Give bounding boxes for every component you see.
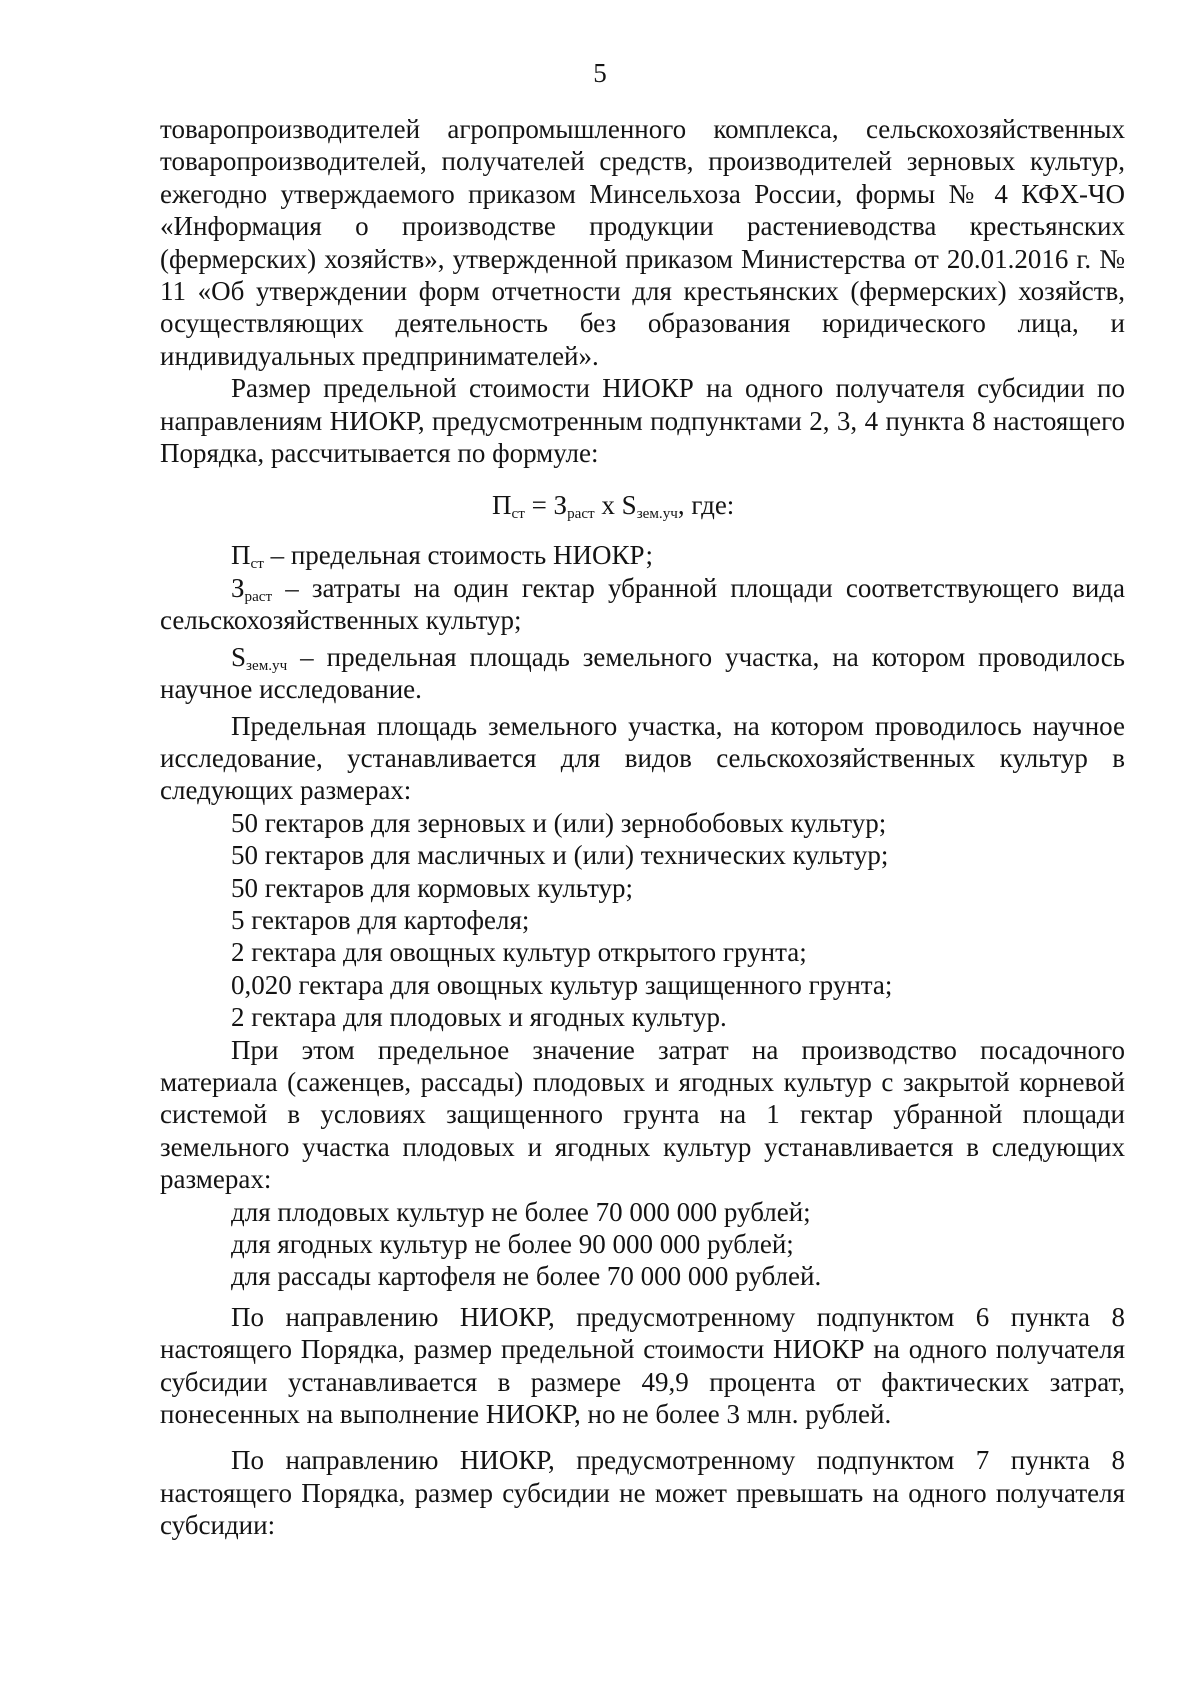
list-item: 50 гектаров для кормовых культур; — [231, 872, 634, 903]
cost-formula: $П_{ст} = З_{раст}$ х $S_{зем.уч}$, где: — [492, 490, 735, 523]
list-item: 0,020 гектара для овощных культур защищенного грунта; — [231, 969, 893, 1000]
formula-cost-per-hectare: $З_{раст}$ — [553, 490, 595, 523]
paragraph-planting-material-intro: При этом предельное значение затрат на производство посадочного материала (саженцев, рассады) плодовых и ягодных культур с закрытой корневой системой в условиях защищенного грунта на 1 гектар убранной площади земельного участка плодовых и ягодных культур устанавливается в следующих размерах: — [160, 1034, 1125, 1195]
list-item: 2 гектара для плодовых и ягодных культур. — [231, 1002, 727, 1033]
paragraph-area-limits-intro: Предельная площадь земельного участка, на котором проводилось научное исследование, устанавливается для видов сельскохозяйственных культур в следующих размерах: — [160, 710, 1125, 806]
list-item: 50 гектаров для зерновых и (или) зернобобовых культур; — [231, 807, 887, 838]
paragraph-continuation: товаропроизводителей агропромышленного комплекса, сельскохозяйственных товаропроизводителей, получателей средств, производителей зерновых культур, ежегодно утверждаемого приказом Минсельхоза России, формы № 4 КФХ-ЧО «Информация о производстве продукции растениеводства крестьянских (фермерских) хозяйств», утвержденной приказом Министерства от 20.01.2016 г. № 11 «Об утверждении форм отчетности для крестьянских (фермерских) хозяйств, осуществляющих деятельность без образования юридического лица, и индивидуальных предпринимателей». — [160, 114, 1125, 371]
definition-limit-cost: $П_{ст}$ – предельная стоимость НИОКР; — [231, 540, 654, 573]
formula-lhs: $П_{ст}$ — [492, 490, 525, 523]
paragraph-subitem-7: По направлению НИОКР, предусмотренному подпунктом 7 пункта 8 настоящего Порядка, размер субсидии не может превышать на одного получателя субсидии: — [160, 1445, 1125, 1541]
list-item: для плодовых культур не более 70 000 000 рублей; — [231, 1196, 811, 1227]
paragraph-cost-calculation-intro: Размер предельной стоимости НИОКР на одного получателя субсидии по направлениям НИОКР, предусмотренным подпунктами 2, 3, 4 пункта 8 настоящего Порядка, рассчитывается по формуле: — [160, 373, 1125, 469]
list-item: 2 гектара для овощных культур открытого грунта; — [231, 937, 807, 968]
definition-cost-per-hectare: $З_{раст}$ – затраты на один гектар убранной площади соответствующего вида сельскохозяйственных культур; — [160, 572, 1125, 636]
list-item: для ягодных культур не более 90 000 000 рублей; — [231, 1229, 794, 1259]
list-item: для рассады картофеля не более 70 000 000 рублей. — [231, 1261, 822, 1292]
list-item: 50 гектаров для масличных и (или) технических культур; — [231, 840, 889, 871]
cost-limits-list — [160, 1196, 1125, 1293]
document-body — [160, 113, 1125, 1542]
area-limits-list — [160, 807, 1125, 1034]
paragraph-subitem-6: По направлению НИОКР, предусмотренному подпунктом 6 пункта 8 настоящего Порядка, размер предельной стоимости НИОКР на одного получателя субсидии устанавливается в размере 49,9 процента от фактических затрат, понесенных на выполнение НИОКР, но не более 3 млн. рублей. — [160, 1301, 1125, 1430]
definition-land-area: $S_{зем.уч}$ – предельная площадь земельного участка, на котором проводилось научное исследование. — [160, 641, 1125, 705]
page-number: 5 — [593, 58, 607, 88]
list-item: 5 гектаров для картофеля; — [231, 904, 530, 935]
formula-land-area: $S_{зем.уч}$ — [621, 490, 678, 523]
